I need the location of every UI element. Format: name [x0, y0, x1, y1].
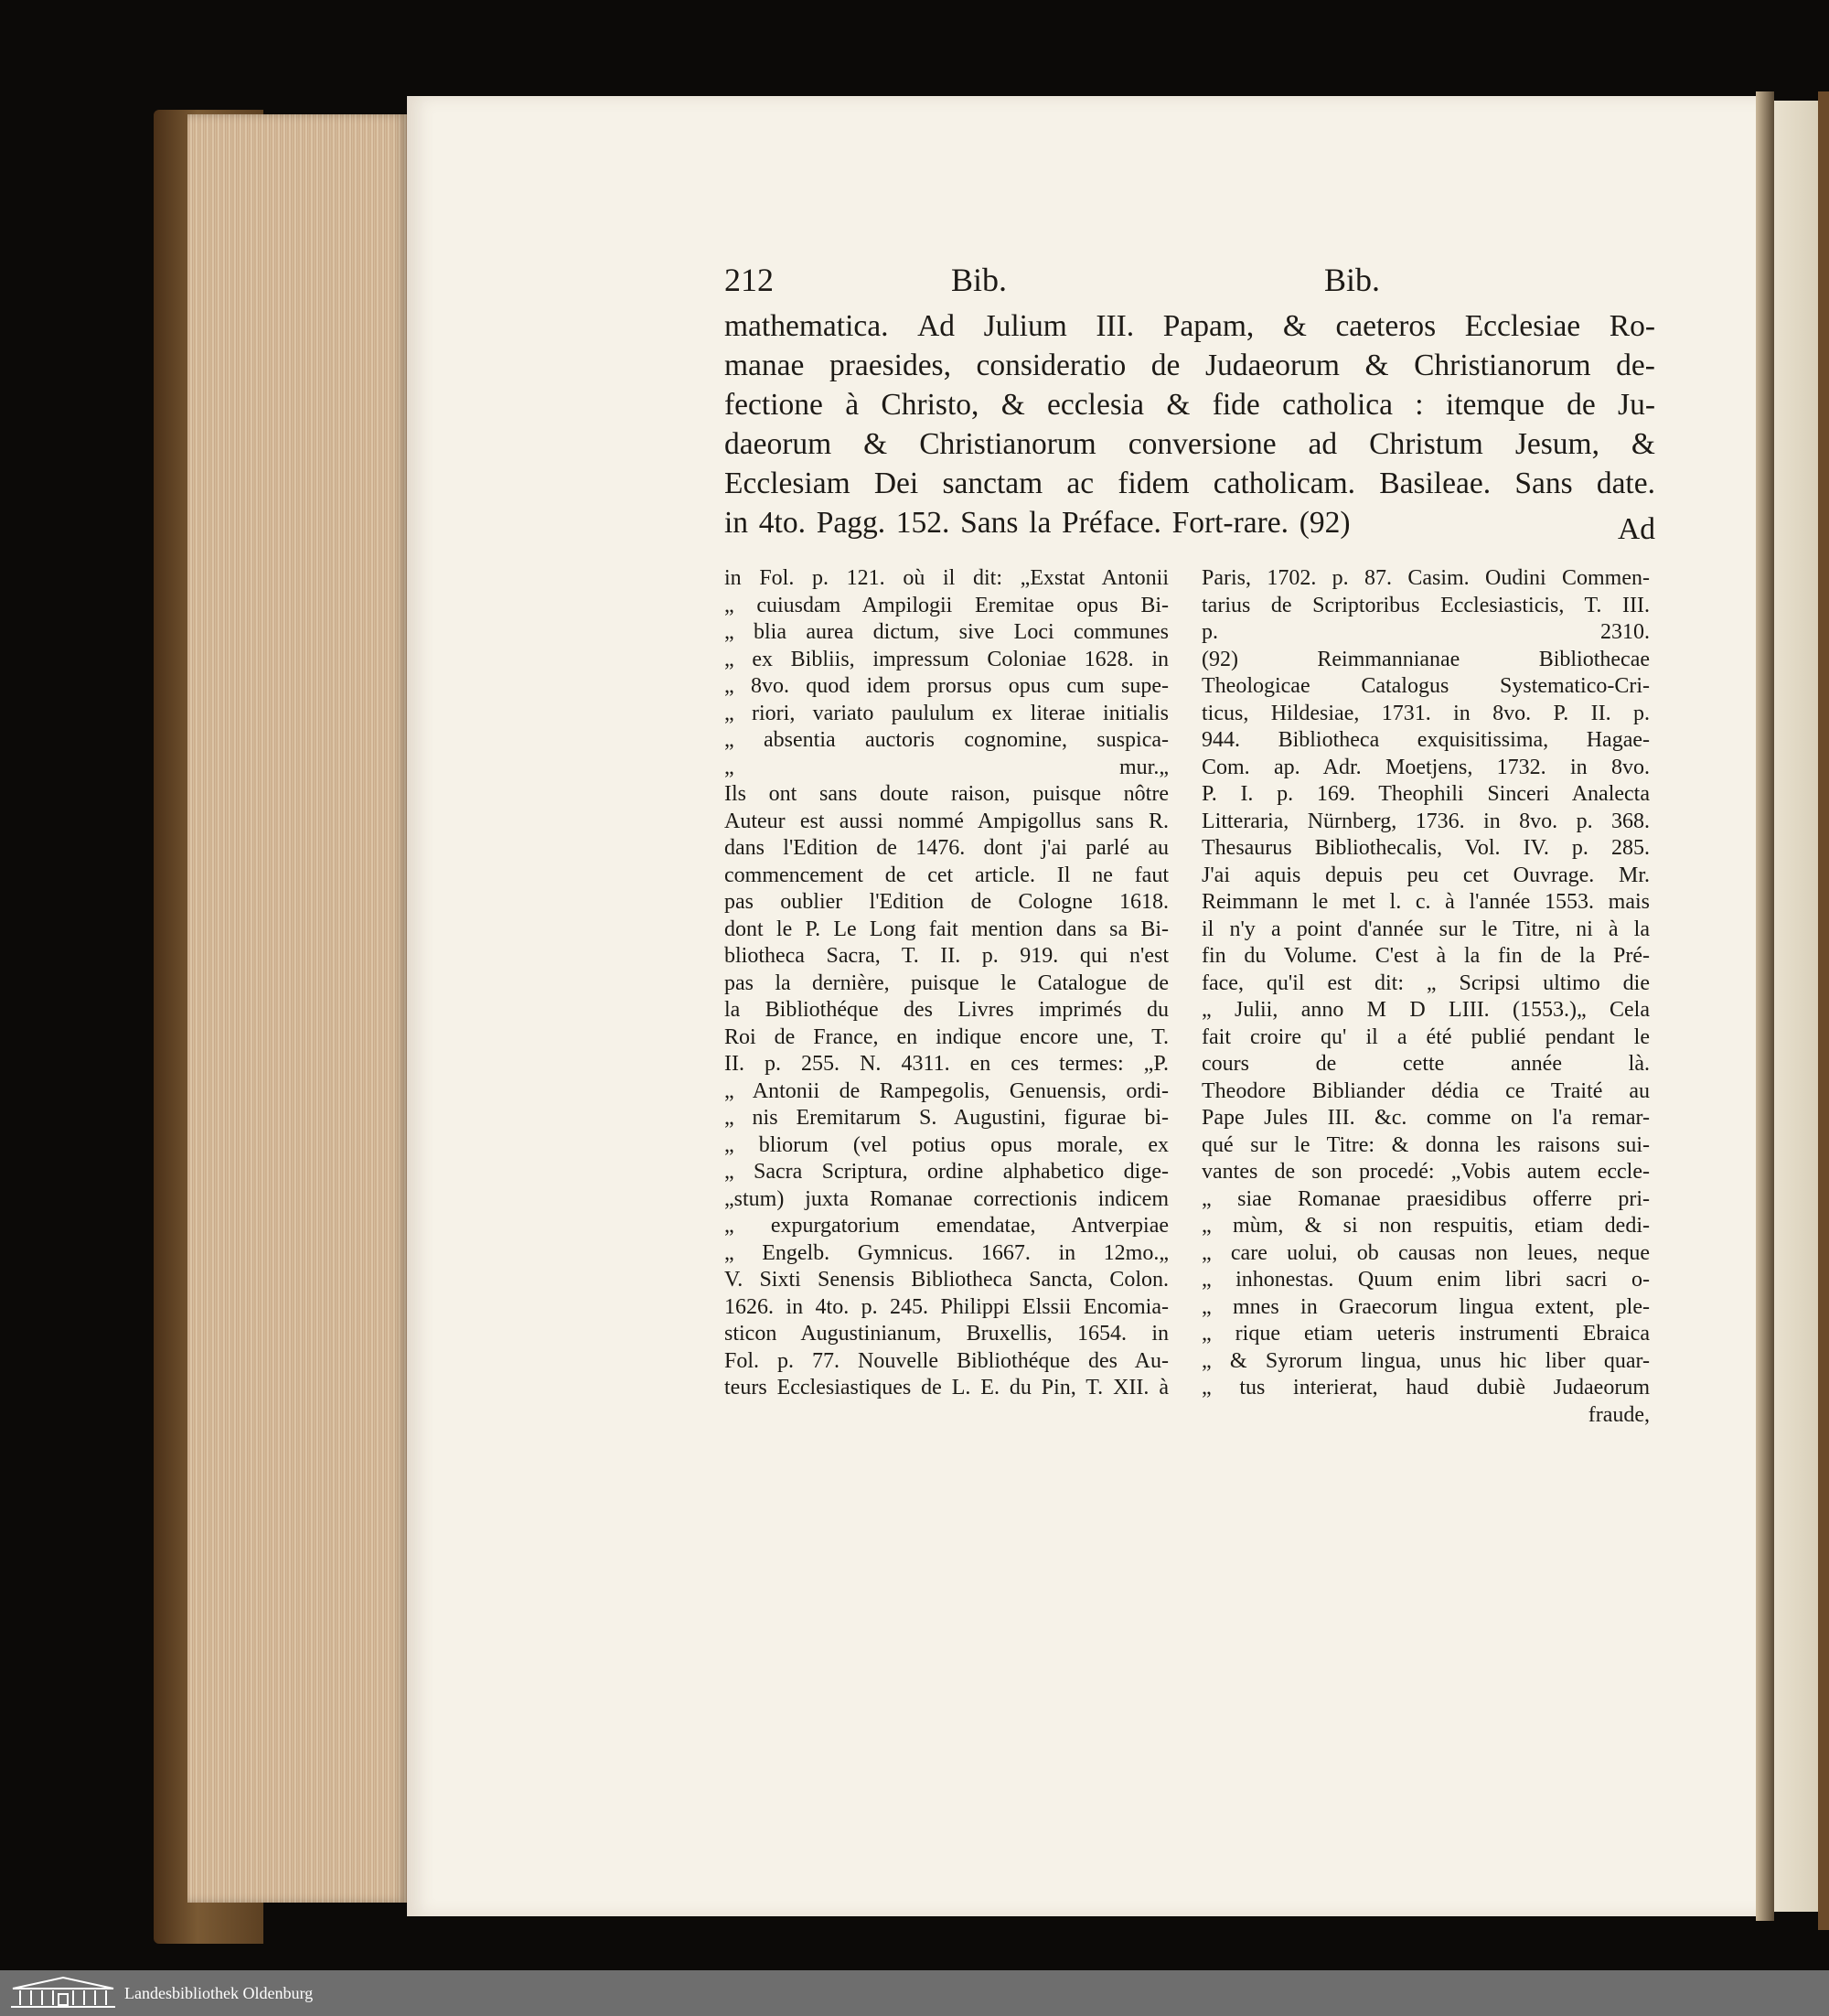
entry-word: &: [1166, 388, 1191, 422]
entry-title-line: [724, 503, 1655, 542]
footnote-line: „ cuiusdam Ampilogii Eremitae opus Bi-: [724, 593, 1169, 617]
entry-word: &: [1631, 427, 1655, 461]
entry-word: Christianorum: [919, 427, 1096, 461]
footnote-line: „ 8vo. quod idem prorsus opus cum supe-: [724, 674, 1169, 698]
page-number: 212: [724, 262, 774, 298]
entry-word: Sans: [1514, 466, 1573, 500]
entry-word: date.: [1596, 466, 1655, 500]
footnote-line: Com. ap. Adr. Moetjens, 1732. in 8vo.: [1202, 755, 1650, 779]
footnote-line: „ siae Romanae praesidibus offerre pri-: [1202, 1186, 1650, 1211]
footnote-line: pas oublier l'Edition de Cologne 1618.: [724, 890, 1169, 914]
footnote-line: „ Sacra Scriptura, ordine alphabetico dige-: [724, 1160, 1169, 1184]
footnote-line: commencement de cet article. Il ne faut: [724, 863, 1169, 887]
facing-page-edge: [1774, 101, 1820, 1912]
footnote-line: Theodore Bibliander dédia ce Traité au: [1202, 1078, 1650, 1103]
entry-word: praesides,: [829, 349, 951, 382]
footnote-line: „ inhonestas. Quum enim libri sacri o-: [1202, 1268, 1650, 1292]
entry-word: &: [1000, 388, 1025, 422]
entry-word: III.: [1096, 309, 1135, 343]
entry-word: Christum: [1369, 427, 1483, 461]
footnote-line: Litteraria, Nürnberg, 1736. in 8vo. p. 368.: [1202, 809, 1650, 833]
entry-word: Sans: [960, 506, 1019, 540]
entry-word: Ecclesiae: [1464, 309, 1581, 343]
footnote-line: „ Antonii de Rampegolis, Genuensis, ordi-: [724, 1078, 1169, 1103]
entry-word: &: [863, 427, 888, 461]
footnote-line: V. Sixti Senensis Bibliotheca Sancta, Colon.: [724, 1268, 1169, 1292]
footnote-line: J'ai aquis depuis peu cet Ouvrage. Mr.: [1202, 863, 1650, 887]
entry-word: sanctam: [942, 466, 1043, 500]
footnote-line: la Bibliothéque des Livres imprimés du: [724, 998, 1169, 1022]
footnote-column-right: [1202, 565, 1650, 1429]
entry-word: Ecclesiam: [724, 466, 850, 500]
entry-word: in: [724, 506, 749, 540]
entry-title-line: [724, 385, 1655, 424]
footnote-line: 1626. in 4to. p. 245. Philippi Elssii Encomia-: [724, 1294, 1169, 1319]
entry-title-block: [724, 306, 1655, 542]
footnote-line: in Fol. p. 121. où il dit: „Exstat Antonii: [724, 566, 1169, 590]
entry-word: fide: [1212, 388, 1260, 422]
footnote-line: „ mur.„: [724, 755, 1169, 779]
footnote-line: Ils ont sans doute raison, puisque nôtre: [724, 782, 1169, 806]
entry-word: fectione: [724, 388, 823, 422]
entry-word: consideratio: [976, 349, 1127, 382]
footnote-line: „ rique etiam ueteris instrumenti Ebraica: [1202, 1322, 1650, 1346]
footnote-line: dans l'Edition de 1476. dont j'ai parlé au: [724, 836, 1169, 860]
footnote-column-left: [724, 565, 1169, 1402]
entry-word: de-: [1616, 349, 1655, 382]
footnote-line: qué sur le Titre: & donna les raisons sui-: [1202, 1132, 1650, 1157]
footer-bar: [0, 1970, 1829, 2016]
entry-word: Ju-: [1618, 388, 1655, 422]
footnote-line: Pape Jules III. &c. comme on l'a remar-: [1202, 1106, 1650, 1130]
entry-word: manae: [724, 349, 805, 382]
entry-word: mathematica.: [724, 309, 889, 343]
footnote-line: Paris, 1702. p. 87. Casim. Oudini Commen-: [1202, 566, 1650, 590]
footnote-line: „stum) juxta Romanae correctionis indicem: [724, 1186, 1169, 1211]
entry-word: ecclesia: [1047, 388, 1145, 422]
running-head-right: Bib.: [1324, 262, 1381, 298]
entry-word: Christianorum: [1414, 349, 1591, 382]
entry-word: daeorum: [724, 427, 832, 461]
entry-word: &: [1364, 349, 1389, 382]
entry-word: caeteros: [1335, 309, 1437, 343]
footnote-line: Thesaurus Bibliothecalis, Vol. IV. p. 285.: [1202, 836, 1650, 860]
footnote-line: „ expurgatorium emendatae, Antverpiae: [724, 1214, 1169, 1238]
footnote-line: ticus, Hildesiae, 1731. in 8vo. P. II. p.: [1202, 701, 1650, 725]
entry-word: ad: [1308, 427, 1338, 461]
footnote-line: „ Julii, anno M D LIII. (1553.)„ Cela: [1202, 998, 1650, 1022]
entry-title-line: [724, 306, 1655, 346]
catchword-bottom: fraude,: [1588, 1402, 1650, 1427]
library-building-logo-icon: [9, 1976, 117, 2011]
footnote-line: „ absentia auctoris cognomine, suspica-: [724, 728, 1169, 752]
entry-word: Fort-rare.: [1171, 506, 1289, 540]
footnote-line: sticon Augustinianum, Bruxellis, 1654. in: [724, 1322, 1169, 1346]
footnote-line: (92) Reimmannianae Bibliothecae: [1202, 647, 1650, 671]
entry-word: à: [845, 388, 860, 422]
entry-word: Ro-: [1609, 309, 1655, 343]
entry-word: Ad: [917, 309, 956, 343]
entry-word: Papam,: [1162, 309, 1255, 343]
entry-word: Dei: [873, 466, 919, 500]
entry-word: 152.: [895, 506, 950, 540]
running-head-left: Bib.: [951, 262, 1008, 298]
entry-word: catholicam.: [1213, 466, 1356, 500]
footnote-line: dont le P. Le Long fait mention dans sa Bi-: [724, 917, 1169, 941]
entry-word: Basileae.: [1379, 466, 1492, 500]
footnote-line: „ nis Eremitarum S. Augustini, figurae bi-: [724, 1106, 1169, 1130]
footnote-line: „ ex Bibliis, impressum Coloniae 1628. in: [724, 647, 1169, 671]
footnote-line: Theologicae Catalogus Systematico-Cri-: [1202, 674, 1650, 698]
footnote-line: il n'y a point d'année sur le Titre, ni à la: [1202, 917, 1650, 941]
entry-word: ac: [1066, 466, 1095, 500]
book-gutter: [1756, 91, 1774, 1921]
footnote-line: teurs Ecclesiastiques de L. E. du Pin, T. XII. à: [724, 1376, 1169, 1399]
entry-word: Jesum,: [1514, 427, 1599, 461]
footnote-line: Roi de France, en indique encore une, T.: [724, 1024, 1169, 1049]
footnote-line: bliotheca Sacra, T. II. p. 919. qui n'est: [724, 944, 1169, 968]
footnote-line: II. p. 255. N. 4311. en ces termes: „P.: [724, 1052, 1169, 1076]
footnote-line: P. I. p. 169. Theophili Sinceri Analecta: [1202, 782, 1650, 806]
entry-word: fidem: [1118, 466, 1190, 500]
footnote-line: fin du Volume. C'est à la fin de la Pré-: [1202, 944, 1650, 968]
footnote-line: tarius de Scriptoribus Ecclesiasticis, T. III.: [1202, 593, 1650, 617]
footnote-line: „ Engelb. Gymnicus. 1667. in 12mo.„: [724, 1240, 1169, 1265]
entry-title-line: [724, 346, 1655, 385]
entry-word: conversione: [1128, 427, 1277, 461]
entry-word: 4to.: [758, 506, 806, 540]
footnote-line: „ & Syrorum lingua, unus hic liber quar-: [1202, 1348, 1650, 1373]
right-cover-edge: [1818, 91, 1829, 1930]
footnote-line: „ blia aurea dictum, sive Loci communes: [724, 620, 1169, 644]
footnote-line: vantes de son procedé: „Vobis autem eccle-: [1202, 1160, 1650, 1184]
entry-word: Julium: [983, 309, 1067, 343]
footnote-line: 944. Bibliotheca exquisitissima, Hagae-: [1202, 728, 1650, 752]
entry-word: Christo,: [881, 388, 979, 422]
footnote-line: „ mnes in Graecorum lingua extent, ple-: [1202, 1294, 1650, 1319]
footnote-line: face, qu'il est dit: „ Scripsi ultimo die: [1202, 970, 1650, 995]
entry-word: Préface.: [1062, 506, 1161, 540]
entry-word: itemque: [1445, 388, 1545, 422]
footnote-line: Fol. p. 77. Nouvelle Bibliothéque des Au-: [724, 1348, 1169, 1373]
footnote-line: „ care uolui, ob causas non leues, neque: [1202, 1240, 1650, 1265]
entry-word: (92): [1299, 506, 1351, 540]
footnote-line: p. 2310.: [1202, 620, 1650, 644]
entry-word: Pagg.: [816, 506, 886, 540]
footer-institution-name: Landesbibliothek Oldenburg: [124, 1983, 314, 2002]
footnote-line: Reimmann le met l. c. à l'année 1553. mais: [1202, 890, 1650, 914]
footnote-line: „ riori, variato paululum ex literae initialis: [724, 701, 1169, 725]
entry-word: &: [1282, 309, 1307, 343]
entry-title-line: [724, 464, 1655, 503]
entry-word: Judaeorum: [1204, 349, 1340, 382]
footnote-line: cours de cette année là.: [1202, 1052, 1650, 1076]
entry-title-line: [724, 424, 1655, 464]
entry-word: catholica: [1282, 388, 1393, 422]
entry-word: :: [1415, 388, 1424, 422]
footnote-line: „ mùm, & si non respuitis, etiam dedi-: [1202, 1214, 1650, 1238]
footnote-line: „ bliorum (vel potius opus morale, ex: [724, 1132, 1169, 1157]
footnote-line: pas la dernière, puisque le Catalogue de: [724, 970, 1169, 995]
entry-word: de: [1567, 388, 1596, 422]
entry-word: la: [1029, 506, 1052, 540]
page-stack-edge: [187, 114, 407, 1903]
entry-word: de: [1150, 349, 1181, 382]
footnote-line: fait croire qu' il a été publié pendant le: [1202, 1024, 1650, 1049]
footnote-line: Auteur est aussi nommé Ampigollus sans R.: [724, 809, 1169, 833]
catchword-top: Ad: [1618, 512, 1655, 546]
footnote-line: „ tus interierat, haud dubiè Judaeorum: [1202, 1376, 1650, 1399]
